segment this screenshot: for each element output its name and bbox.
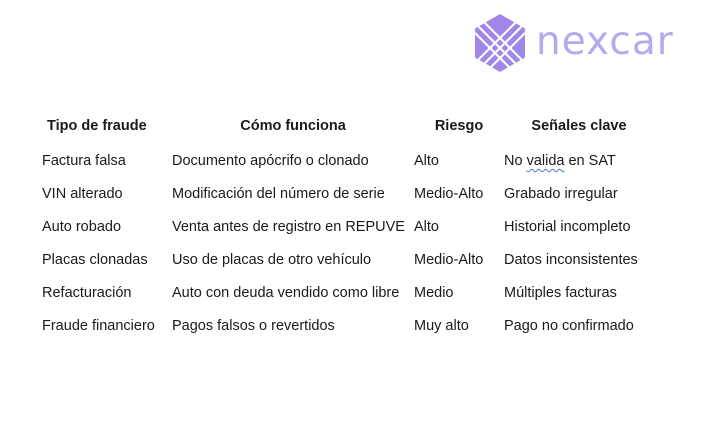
table-row: [36, 184, 654, 217]
cell-senales: Múltiples facturas: [504, 285, 617, 301]
nexcar-wordmark: nexcar: [536, 18, 674, 64]
senales-pre: No: [504, 153, 527, 169]
header-senales: Señales clave: [531, 118, 627, 134]
cell-como: Modificación del número de serie: [172, 186, 385, 202]
cell-como: Uso de placas de otro vehículo: [172, 252, 372, 268]
table-header-row: [36, 112, 654, 151]
cell-riesgo: Medio-Alto: [414, 252, 484, 268]
fraud-types-table: [36, 112, 654, 336]
cell-senales: Pago no confirmado: [504, 318, 634, 334]
cell-tipo: Fraude financiero: [42, 318, 155, 334]
header-como: Cómo funciona: [240, 118, 346, 134]
cell-senales: Historial incompleto: [504, 219, 631, 235]
cell-senales: Datos inconsistentes: [504, 252, 638, 268]
spellcheck-word: valida: [526, 153, 565, 169]
cell-tipo: Auto robado: [42, 219, 122, 235]
cell-riesgo: Alto: [414, 153, 439, 169]
header-tipo: Tipo de fraude: [47, 118, 147, 134]
cell-senales: Grabado irregular: [504, 186, 618, 202]
nexcar-logo: [470, 12, 710, 74]
cell-riesgo: Muy alto: [414, 318, 469, 334]
cell-como: Pagos falsos o revertidos: [172, 318, 335, 334]
cell-riesgo: Medio: [414, 285, 454, 301]
table-row: [36, 250, 654, 283]
cell-tipo: VIN alterado: [42, 186, 123, 202]
cell-senales: [504, 151, 654, 184]
cell-riesgo: Alto: [414, 219, 439, 235]
senales-post: en SAT: [564, 153, 616, 169]
cell-riesgo: Medio-Alto: [414, 186, 484, 202]
cell-tipo: Refacturación: [42, 285, 132, 301]
table-row: [36, 316, 654, 336]
cell-como: Venta antes de registro en REPUVE: [172, 219, 405, 235]
header-riesgo: Riesgo: [434, 118, 484, 134]
cell-tipo: Factura falsa: [42, 153, 126, 169]
cell-como: Documento apócrifo o clonado: [172, 153, 369, 169]
table-row: [36, 151, 654, 184]
cell-como: Auto con deuda vendido como libre: [172, 285, 400, 301]
nexcar-x-mark-icon: [470, 13, 530, 73]
table-row: [36, 283, 654, 316]
table-row: [36, 217, 654, 250]
cell-tipo: Placas clonadas: [42, 252, 148, 268]
